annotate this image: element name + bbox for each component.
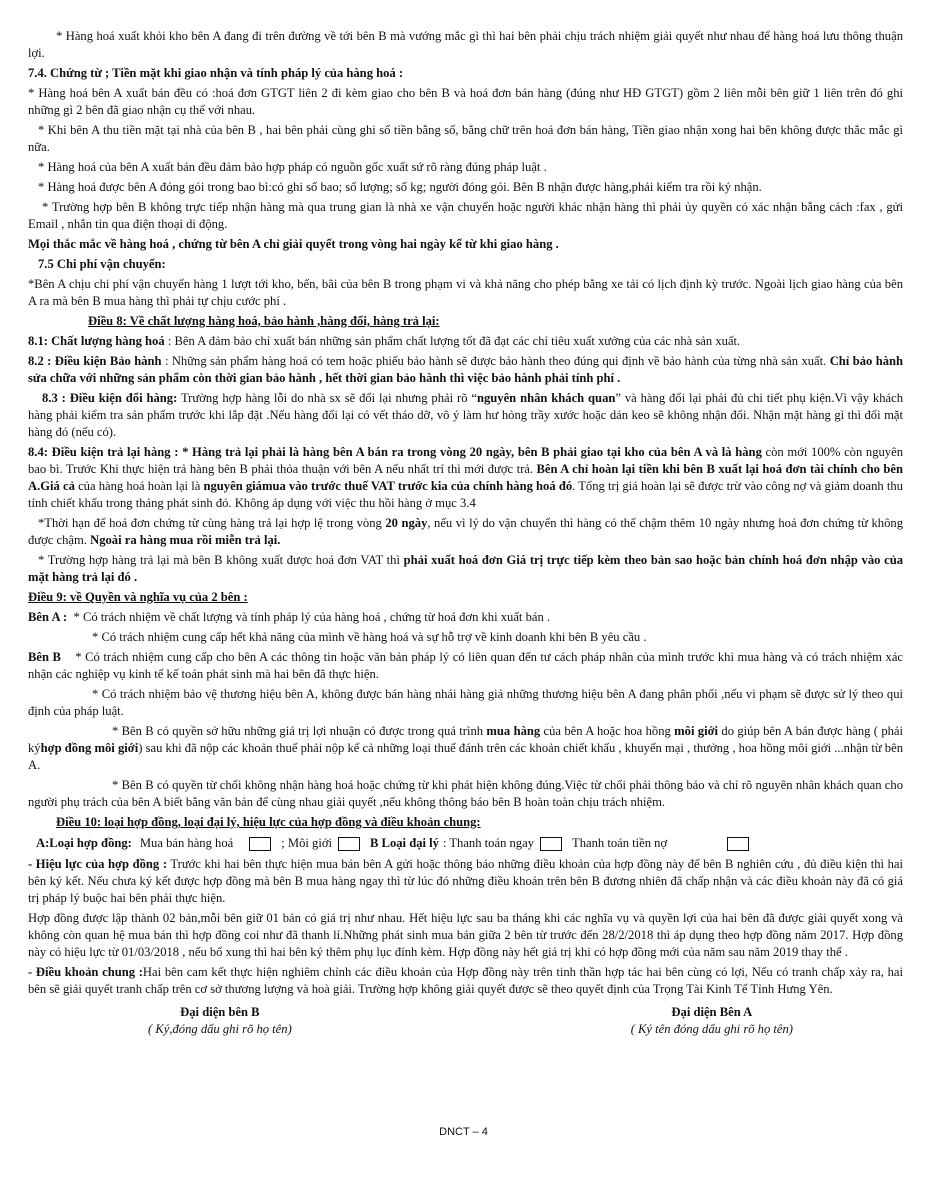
article-9-title: Điều 9: về Quyền và nghĩa vụ của 2 bên :: [28, 590, 248, 604]
clause-emphasis: mua hàng: [486, 724, 541, 738]
option-label: Mua bán hàng hoá: [139, 836, 234, 850]
agency-type-label: B Loại đại lý: [370, 836, 439, 850]
checkbox-pay-now[interactable]: [540, 837, 562, 851]
option-label: Thanh toán tiền nợ: [572, 836, 668, 850]
clause-text: * Có trách nhiệm về chất lượng và tính pháp lý của hàng hoá , chứng từ hoá đơn khi xuất bán .: [73, 610, 551, 624]
clause-emphasis: nguyên giámua vào trước thuế VAT trước kia của chính hàng hoá đó: [203, 479, 573, 493]
clause-label: 8.2 : Điều kiện Bảo hành: [28, 354, 162, 368]
paragraph: [28, 723, 903, 774]
paragraph: * Có trách nhiệm cung cấp hết khả năng của mình về hàng hoá và sự hỗ trợ về kinh doanh khi bên B yêu cầu .: [92, 630, 647, 644]
checkbox-pay-debt[interactable]: [727, 837, 749, 851]
contract-type-label: A:Loại hợp đồng:: [36, 836, 132, 850]
clause-text: : Những sản phẩm hàng hoá có tem hoặc phiếu bảo hành sẽ được bảo hành theo đúng qui định về bảo hành của từng nhà sản xuất.: [164, 354, 827, 368]
clause-text: ) sau khi đã nộp các khoản thuế phải nộp kể cả những loại thuế đánh trên các khoản chiết khấu , khuyến mại , thưởng , hoa hồng môi giới ...nhận từ bên A.: [28, 741, 903, 772]
clause-text: do giúp bên A bán được hàng ( phải ký: [28, 724, 903, 755]
general-clause: [28, 964, 903, 998]
article-8-title: Điều 8: Về chất lượng hàng hoá, bảo hành ,hàng đổi, hàng trả lại:: [88, 314, 440, 328]
signature-note: ( Ký tên đóng dấu ghi rõ họ tên): [630, 1022, 793, 1036]
paragraph: * Hàng hoá được bên A đóng gói trong bao bì:có ghi số bao; số lượng; số kg; người đóng gói. Bên B nhận được hàng,phải kiểm tra rồi ký nhận.: [38, 180, 762, 194]
clause-text: còn mới 100% còn nguyên bao bì. Trước Khi thực hiện trả hàng bên B phải thỏa thuận với bên A nếu nhất trí thì mới được trả.: [28, 445, 903, 476]
clause-text: . Tổng trị giá hoàn lại sẽ được trừ vào công nợ và giảm doanh thu tính chiết khấu trong tháng phát sinh đó. Không áp dụng với việc thu hồi hàng ở mục 3.4: [28, 479, 903, 510]
signature-party-b: [148, 1004, 292, 1038]
clause-emphasis: Ngoài ra hàng mua rồi miễn trả lại.: [90, 533, 281, 547]
clause-emphasis: 20 ngày: [385, 516, 428, 530]
clause-text: *Thời hạn để hoá đơn chứng từ cùng hàng trả lại hợp lệ trong vòng: [38, 516, 382, 530]
signature-note: ( Ký,đóng dấu ghi rõ họ tên): [148, 1022, 292, 1036]
clause-emphasis: Chỉ bảo hành sửa chữa với những sản phẩm còn thời gian bảo hành , hết thời gian bảo hành thì việc bảo hành phải tính phí .: [28, 354, 904, 385]
paragraph: * Khi bên A thu tiền mặt tại nhà của bên B , hai bên phải cùng ghi số tiền bằng số, bằng chữ trên hoá đơn bán hàng, Tiền giao nhận xong hai bên không được thắc mắc gì nữa.: [28, 123, 903, 154]
paragraph: [28, 552, 903, 586]
paragraph: [28, 515, 903, 549]
clause-label: - Hiệu lực của hợp đồng :: [28, 857, 168, 871]
party-label: Bên A :: [28, 610, 68, 624]
clause-text: ” và hàng đổi lại phải đủ chi tiết phụ kiện.Vì vậy khách hàng phải kiểm tra sản phẩm trước khi lắp đặt .Nếu hàng đổi lại có vết tháo dỡ, vô ý làm hư hỏng trầy xước hoặc dán keo sẽ không nhận đổi. Nhận mặt hàng gì thì đổi mặt hàng đó (nếu có).: [28, 391, 904, 439]
party-b-duty: [28, 649, 903, 683]
party-label: Bên B: [28, 650, 61, 664]
clause-text: của bên A hoặc hoa hồng: [543, 724, 671, 738]
clause-label: - Điều khoản chung :: [28, 965, 143, 979]
clause-8-2: [28, 353, 903, 387]
paragraph: * Bên B có quyền từ chối không nhận hàng hoá hoặc chứng từ khi phát hiện không đúng.Việc từ chối phải thông báo và chỉ rõ nguyên nhân khách quan cho người phụ trách của bên A biết bằng văn bản để cùng nhau giải quyết ,nếu không thông báo bên B hoàn toàn chịu trách nhiệm.: [28, 778, 903, 809]
clause-label: 8.1: Chất lượng hàng hoá: [28, 334, 165, 348]
option-label: ; Môi giới: [281, 836, 332, 850]
clause-emphasis: Bên A chỉ hoàn lại tiền khi bên B xuất lại hoá đơn tài chính cho bên A.Giá cả: [28, 462, 903, 493]
section-title-7-4: 7.4. Chứng từ ; Tiền mặt khi giao nhận và tính pháp lý của hàng hoá :: [28, 66, 404, 80]
paragraph: * Hàng hoá xuất khỏi kho bên A đang đi trên đường về tới bên B mà vướng mắc gì thì hai bên phải chịu trách nhiệm giải quyết như nhau để hàng hoá lưu thông thuận lợi.: [28, 29, 903, 60]
clause-emphasis: phải xuất hoá đơn Giá trị trực tiếp kèm theo bản sao hoặc bản chính hoá đơn nhập vào của mặt hàng trả lại đó .: [28, 553, 903, 584]
paragraph: * Hàng hoá của bên A xuất bán đều đảm bảo hợp pháp có nguồn gốc xuất sứ rõ ràng đúng pháp luật .: [38, 160, 547, 174]
paragraph: * Trường hợp bên B không trực tiếp nhận hàng mà qua trung gian là nhà xe vận chuyển hoặc người khác nhận hàng thì phải ủy quyền có xác nhận bằng cách :fax , gửi Email , nhắn tin qua điện thoại di động.: [28, 200, 903, 231]
clause-8-4: [28, 444, 903, 512]
article-10-title: Điều 10: loại hợp đồng, loại đại lý, hiệu lực của hợp đồng và điều khoản chung:: [56, 815, 481, 829]
clause-text: của hàng hoá hoàn lại là: [78, 479, 201, 493]
clause-label: 8.3 : Điều kiện đổi hàng:: [42, 391, 178, 405]
signature-party-a: [631, 1004, 793, 1038]
clause-text: : Bên A đảm bảo chỉ xuất bán những sản phẩm chất lượng tốt đã đạt các chỉ tiêu xuất xưởng của các nhà sản xuất.: [167, 334, 741, 348]
paragraph: *Bên A chịu chi phí vận chuyển hàng 1 lượt tới kho, bến, bãi của bên B trong phạm vi và khả năng cho phép bằng xe tải có lịch định kỳ trước. Ngoài lịch giao hàng của bên A ra mà bên B mua hàng thì phải tự chịu cước phí .: [28, 277, 903, 308]
signature-title: Đại diện Bên A: [671, 1005, 753, 1019]
clause-emphasis: * Hàng trả lại phải là hàng bên A bán ra trong vòng 20 ngày, bên B phải giao tại kho của bên A và là hàng: [182, 445, 762, 459]
page-footer: DNCT – 4: [439, 1126, 488, 1138]
clause-emphasis: nguyên nhân khách quan: [476, 391, 616, 405]
paragraph: * Có trách nhiệm bảo vệ thương hiệu bên A, không được bán hàng nhái hàng giả những thương hiệu bên A đang phân phối ,nếu vi phạm sẽ được sử lý theo qui định của pháp luật.: [28, 687, 903, 718]
clause-emphasis: hợp đồng môi giới: [40, 741, 139, 755]
signature-title: Đại diện bên B: [180, 1005, 260, 1019]
clause-label: 8.4: Điều kiện trả lại hàng :: [28, 445, 179, 459]
clause-text: * Trường hợp hàng trả lại mà bên B không xuất được hoá đơn VAT thì: [38, 553, 400, 567]
section-title-7-5: 7.5 Chi phí vận chuyển:: [38, 257, 166, 271]
checkbox-broker[interactable]: [338, 837, 360, 851]
contract-body: [28, 28, 903, 1038]
validity-clause: [28, 856, 903, 907]
clause-text: Trước khi hai bên thực hiện mua bán bên A gửi hoặc thông báo những điều khoản của hợp đồng này để bên B nghiên cứu , đủ điều kiện thì hai bên ký kết. Nếu chưa ký kết được hợp đồng mà bên B mua hàng ngay thì từ lúc đó những điều khoản trên bên B đương nhiên đã chấp nhận và các điều khoản này đã có giá trị pháp lý buộc hai bên phải thực hiện.: [28, 857, 904, 905]
paragraph: Hợp đồng được lập thành 02 bản,mỗi bên giữ 01 bản có giá trị như nhau. Hết hiệu lực sau ba tháng khi các nghĩa vụ và quyền lợi của hai bên đã được giải quyết xong và không còn quan hệ mua bán thì hợp đồng coi như đã thanh lí.Những phát sinh mua bán giữa 2 bên từ trước đến 28/2/2018 thì áp dụng theo hợp đồng năm 2017. Hợp đồng này có hiệu lực từ 01/03/2018 , nếu bổ xung thì hai bên ký thêm phụ lục đính kèm. Hợp đồng này hết giá trị khi có hợp đồng mới của năm sau năm 2019 thay thế .: [28, 911, 903, 959]
clause-text: Hai bên cam kết thực hiện nghiêm chỉnh các điều khoản của Hợp đồng này trên tinh thần hợp tác hai bên cùng có lợi, Nếu có tranh chấp xảy ra, hai bên sẽ giải quyết tranh chấp trên cơ sở thương lượng và hoà giải. Trường hợp không giải quyết được sẽ theo quyết định của Trọng Tài Kinh Tế Tỉnh Hưng Yên.: [28, 965, 903, 996]
option-label: : Thanh toán ngay: [442, 836, 534, 850]
clause-8-1: [28, 333, 903, 350]
clause-text: Trường hợp hàng lỗi do nhà sx sẽ đổi lại nhưng phải rõ “: [180, 391, 477, 405]
clause-text: * Có trách nhiệm cung cấp cho bên A các thông tin hoặc văn bản pháp lý có liên quan đến tư cách pháp nhân của mình trước khi mua hàng và có trách nhiệm xác nhận các nghiệp vụ kinh tế kế toán phát sinh mà hai bên đã thực hiện.: [28, 650, 904, 681]
paragraph: * Hàng hoá bên A xuất bán đều có :hoá đơn GTGT liên 2 đi kèm giao cho bên B và hoá đơn bán hàng (đúng như HĐ GTGT) gồm 2 liên mỗi bên giữ 1 liên trên đó ghi những gì 2 bên đã giao nhận cụ thể với nhau.: [28, 86, 903, 117]
contract-type-options: [36, 835, 903, 852]
clause-8-3: [28, 390, 903, 441]
clause-text: * Bên B có quyền sở hữu những giá trị lợi nhuận có được trong quá trình: [112, 724, 484, 738]
clause-text: , nếu vì lý do vận chuyển thì hàng có thể chậm thêm 10 ngày nhưng hoá đơn chứng từ không được chậm.: [28, 516, 903, 547]
notice: Mọi thắc mắc về hàng hoá , chứng từ bên A chỉ giải quyết trong vòng hai ngày kể từ khi giao hàng .: [28, 237, 559, 251]
party-a-duty: [28, 609, 903, 626]
clause-emphasis: môi giới: [674, 724, 719, 738]
signature-block: [28, 1004, 903, 1038]
checkbox-sale[interactable]: [249, 837, 271, 851]
